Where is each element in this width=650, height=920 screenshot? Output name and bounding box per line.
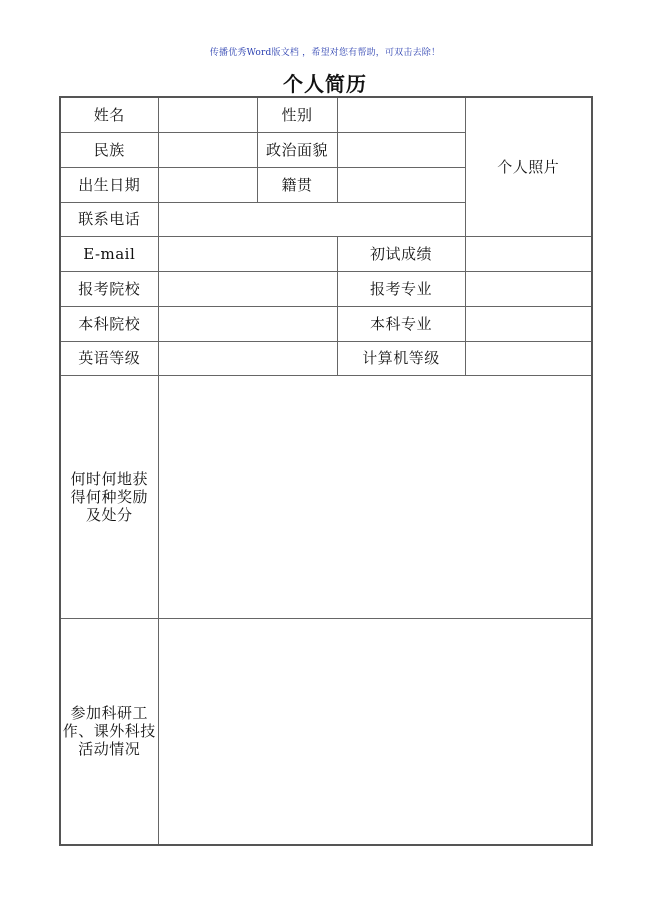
form-row-research [60, 618, 592, 845]
phone-field[interactable] [158, 202, 465, 236]
research-label-line-2: 作、课外科技 [62, 722, 156, 741]
form-row-undergrad [60, 306, 592, 341]
undergrad-school-label: 本科院校 [60, 306, 158, 341]
computer-level-label: 计算机等级 [337, 341, 465, 375]
english-level-field[interactable] [158, 341, 337, 375]
awards-field[interactable] [158, 375, 592, 618]
undergrad-major-label: 本科专业 [337, 306, 465, 341]
header-note: 传播优秀Word版文档 ，希望对您有帮助，可双击去除！ [209, 48, 441, 58]
political-status-field[interactable] [337, 132, 465, 167]
research-label-line-1: 参加科研工 [70, 704, 148, 723]
applied-school-field[interactable] [158, 271, 337, 306]
research-field[interactable] [158, 618, 592, 845]
photo-box[interactable] [465, 97, 592, 236]
native-place-field[interactable] [337, 167, 465, 202]
form-row-email [60, 236, 592, 271]
ethnicity-label: 民族 [60, 132, 158, 167]
awards-label [60, 375, 158, 618]
email-label: E-mail [60, 236, 158, 271]
name-label: 姓名 [60, 97, 158, 132]
applied-major-field[interactable] [465, 271, 592, 306]
applied-major-label: 报考专业 [337, 271, 465, 306]
form-row-awards [60, 375, 592, 618]
birth-date-field[interactable] [158, 167, 257, 202]
awards-label-line-1: 何时何地获 [70, 469, 148, 488]
phone-label: 联系电话 [60, 202, 158, 236]
applied-school-label: 报考院校 [60, 271, 158, 306]
political-status-label: 政治面貌 [257, 132, 337, 167]
email-field[interactable] [158, 236, 337, 271]
form-row-levels [60, 341, 592, 375]
name-field[interactable] [158, 97, 257, 132]
photo-label: 个人照片 [497, 157, 560, 176]
ethnicity-field[interactable] [158, 132, 257, 167]
english-level-label: 英语等级 [60, 341, 158, 375]
birth-date-label: 出生日期 [60, 167, 158, 202]
page-title: 个人简历 [283, 72, 367, 96]
native-place-label: 籍贯 [257, 167, 337, 202]
gender-field[interactable] [337, 97, 465, 132]
prelim-score-field[interactable] [465, 236, 592, 271]
form-row-applied-school [60, 271, 592, 306]
awards-label-line-3: 及处分 [85, 505, 133, 524]
prelim-score-label: 初试成绩 [337, 236, 465, 271]
research-label [60, 618, 158, 845]
undergrad-school-field[interactable] [158, 306, 337, 341]
resume-form-table [59, 96, 593, 846]
undergrad-major-field[interactable] [465, 306, 592, 341]
research-label-line-3: 活动情况 [78, 740, 141, 759]
computer-level-field[interactable] [465, 341, 592, 375]
gender-label: 性别 [257, 97, 337, 132]
awards-label-line-2: 得何种奖励 [70, 487, 148, 506]
form-row-name [60, 97, 592, 132]
